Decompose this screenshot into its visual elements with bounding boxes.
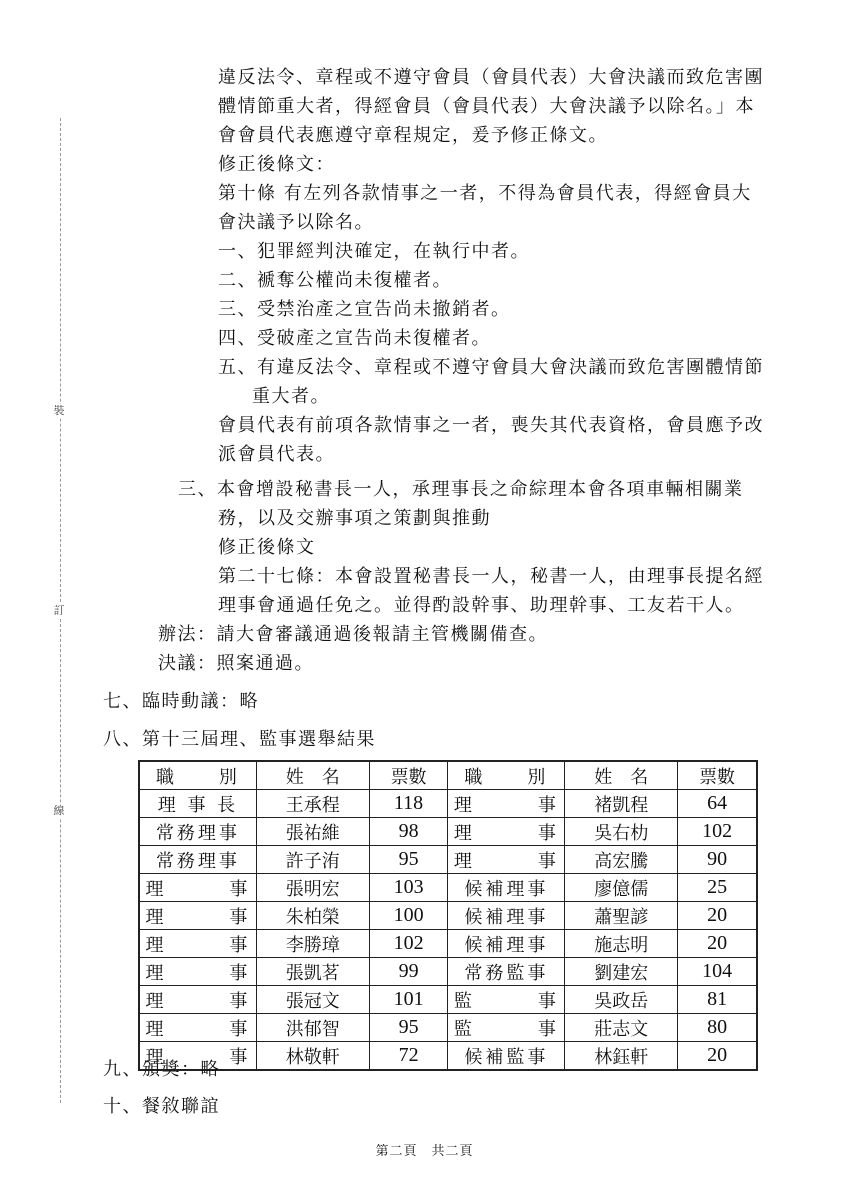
table-cell: 25 [678,874,757,902]
table-cell: 理 事 [448,818,565,846]
table-row [139,874,757,902]
body-line: 派會員代表。 [218,444,335,465]
table-cell: 監 事 [448,986,565,1014]
table-cell: 常務監事 [448,958,565,986]
binding-mark-ding: 訂 [48,604,70,618]
body-line: 違反法令、章程或不遵守會員（會員代表）大會決議而致危害團 [218,67,764,88]
column-header: 職 別 [448,761,565,790]
table-cell: 張冠文 [256,986,369,1014]
body-line: 決議：照案通過。 [158,653,314,674]
table-cell: 蕭聖諺 [565,902,678,930]
table-cell: 劉建宏 [565,958,678,986]
table-row [139,902,757,930]
table-row [139,846,757,874]
table-row [139,930,757,958]
body-line: 一、犯罪經判決確定，在執行中者。 [218,241,530,262]
table-cell: 張祐維 [256,818,369,846]
table-cell: 64 [678,790,757,818]
table-row [139,1014,757,1042]
table-cell: 候補理事 [448,902,565,930]
section-8: 八、第十三屆理、監事選舉結果 [103,729,376,750]
table-cell: 100 [369,902,448,930]
table-cell: 72 [369,1042,448,1071]
body-line: 重大者。 [252,386,330,407]
body-line: 三、受禁治產之宣告尚未撤銷者。 [218,299,511,320]
column-header: 姓 名 [256,761,369,790]
table-cell: 20 [678,1042,757,1071]
body-line: 修正後條文： [218,154,335,175]
table-row [139,790,757,818]
section-10: 十、餐敘聯誼 [103,1096,220,1117]
table-cell: 張明宏 [256,874,369,902]
table-cell: 80 [678,1014,757,1042]
table-cell: 朱柏榮 [256,902,369,930]
table-cell: 104 [678,958,757,986]
column-header: 姓 名 [565,761,678,790]
table-cell: 95 [369,846,448,874]
section-7: 七、臨時動議：略 [103,691,259,712]
table-cell: 99 [369,958,448,986]
column-header: 職 別 [139,761,256,790]
body-line: 第十條 有左列各款情事之一者，不得為會員代表，得經會員大 [218,183,752,204]
table-cell: 101 [369,986,448,1014]
section-9: 九、頒獎：略 [103,1059,220,1080]
body-line: 辦法：請大會審議通過後報請主管機關備查。 [158,624,548,645]
table-cell: 81 [678,986,757,1014]
table-cell: 102 [369,930,448,958]
body-line: 會決議予以除名。 [218,212,374,233]
column-header: 票數 [678,761,757,790]
table-cell: 候補監事 [448,1042,565,1071]
table-cell: 理 事 [139,1042,256,1071]
table-row [139,986,757,1014]
body-line: 四、受破產之宣告尚未復權者。 [218,328,491,349]
table-cell: 吳政岳 [565,986,678,1014]
body-line: 修正後條文 [218,537,316,558]
table-cell: 理 事 [139,986,256,1014]
table-cell: 褚凱程 [565,790,678,818]
table-cell: 理 事 [139,1014,256,1042]
table-cell: 吳右朸 [565,818,678,846]
body-line: 五、有違反法令、章程或不遵守會員大會決議而致危害團體情節 [218,357,764,378]
body-line: 會員代表有前項各款情事之一者，喪失其代表資格，會員應予改 [218,415,764,436]
body-line: 第二十七條：本會設置秘書長一人，秘書一人，由理事長提名經 [218,566,764,587]
table-cell: 103 [369,874,448,902]
table-cell: 理 事 [139,930,256,958]
table-header-row [139,761,757,790]
table-cell: 洪郁智 [256,1014,369,1042]
table-cell: 理 事 [139,902,256,930]
table-cell: 林敬軒 [256,1042,369,1071]
table-row [139,818,757,846]
body-line: 務，以及交辦事項之策劃與推動 [218,508,491,529]
binding-mark-zhuang: 裝 [48,404,70,418]
table-cell: 90 [678,846,757,874]
table-cell: 理 事 [139,874,256,902]
table-cell: 高宏騰 [565,846,678,874]
table-cell: 廖億儒 [565,874,678,902]
page-footer: 第二頁 共二頁 [375,1144,474,1159]
table-cell: 20 [678,902,757,930]
table-cell: 98 [369,818,448,846]
body-line: 二、褫奪公權尚未復權者。 [218,270,452,291]
body-line: 體情節重大者，得經會員（會員代表）大會決議予以除名。」本 [218,96,755,117]
column-header: 票數 [369,761,448,790]
table-cell: 施志明 [565,930,678,958]
table-cell: 理 事 長 [139,790,256,818]
table-cell: 莊志文 [565,1014,678,1042]
table-row [139,1042,757,1071]
table-cell: 監 事 [448,1014,565,1042]
table-cell: 常務理事 [139,846,256,874]
table-cell: 王承程 [256,790,369,818]
table-cell: 候補理事 [448,930,565,958]
table-cell: 理 事 [448,846,565,874]
table-cell: 95 [369,1014,448,1042]
table-cell: 李勝璋 [256,930,369,958]
table-cell: 118 [369,790,448,818]
table-cell: 常務理事 [139,818,256,846]
body-line: 理事會通過任免之。並得酌設幹事、助理幹事、工友若干人。 [218,595,745,616]
table-row [139,958,757,986]
table-cell: 候補理事 [448,874,565,902]
table-cell: 許子洧 [256,846,369,874]
body-line: 三、本會增設秘書長一人，承理事長之命綜理本會各項車輛相關業 [178,479,744,500]
election-results-table [138,760,758,1071]
body-line: 會會員代表應遵守章程規定，爰予修正條文。 [218,125,608,146]
table-cell: 理 事 [448,790,565,818]
table-cell: 102 [678,818,757,846]
table-cell: 林鈺軒 [565,1042,678,1071]
table-cell: 張凱茗 [256,958,369,986]
table-cell: 20 [678,930,757,958]
table-cell: 理 事 [139,958,256,986]
binding-mark-xian: 線 [48,804,70,818]
